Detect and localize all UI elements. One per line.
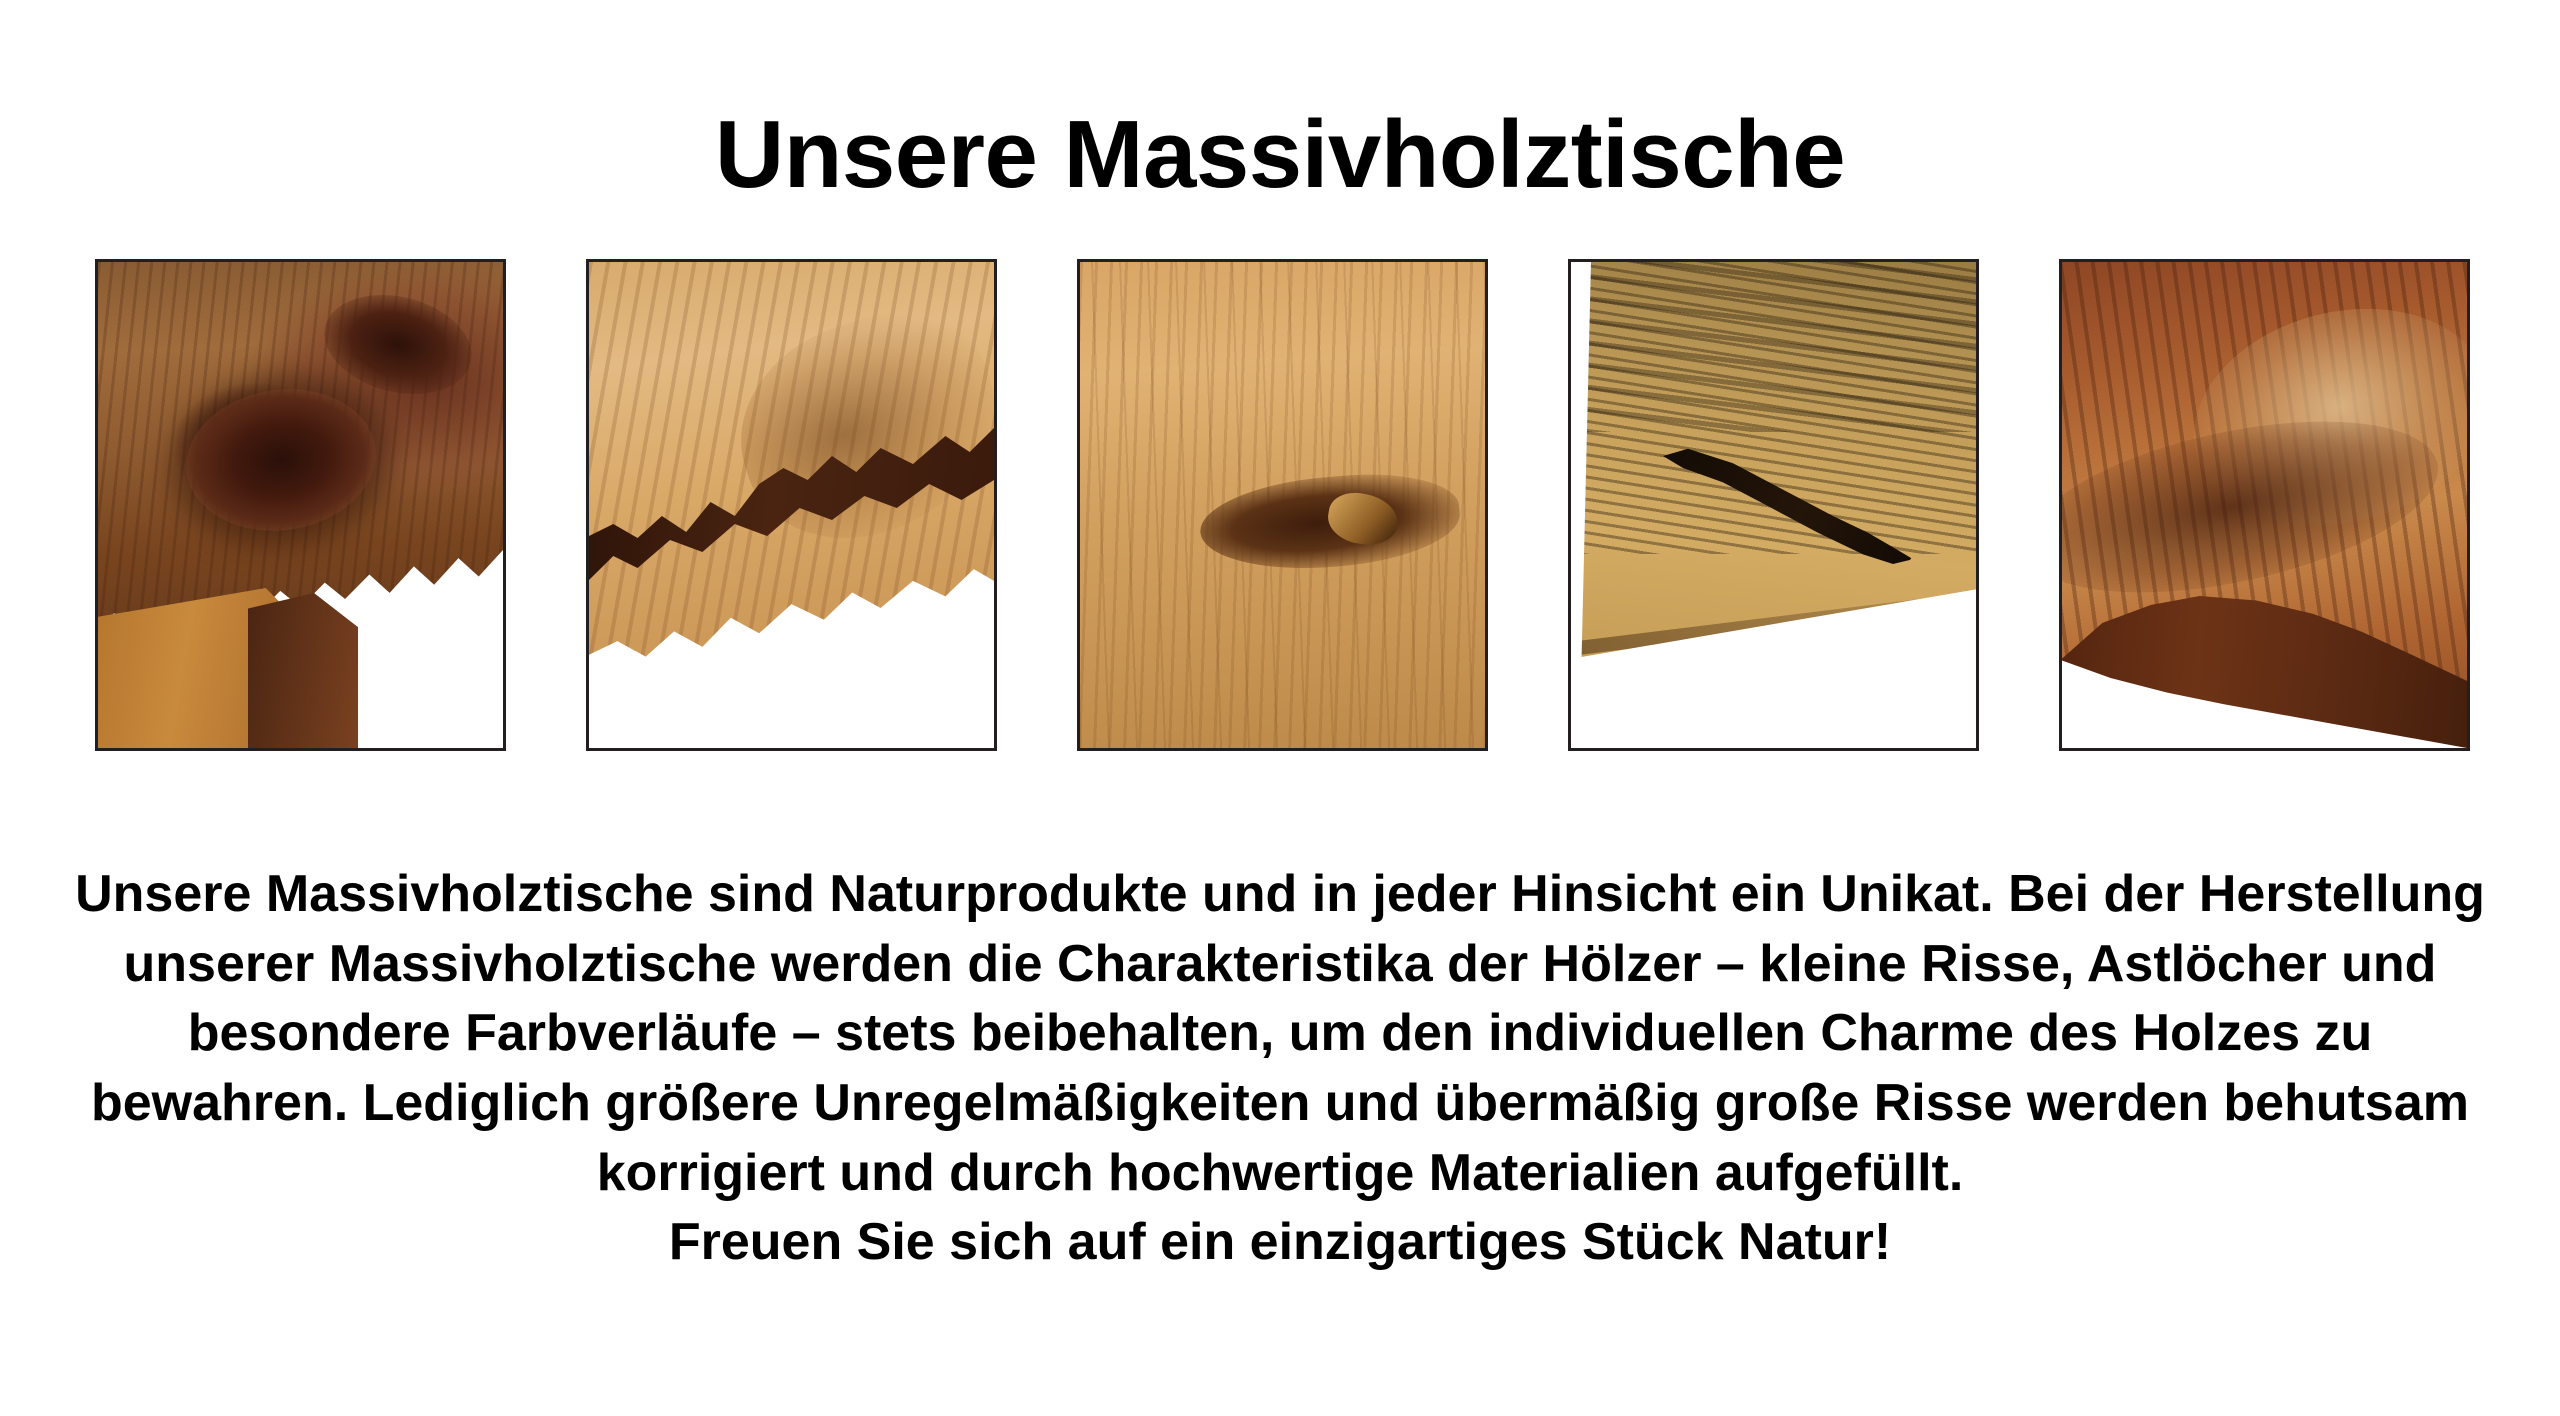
gallery-image-wood-slab-dark-rosewood-edge (95, 259, 506, 751)
wood-texture-4 (1571, 262, 1976, 748)
wood-texture-2 (589, 262, 994, 748)
saw-marks-secondary (1571, 262, 1976, 432)
page-title: Unsere Massivholztische (714, 101, 1846, 209)
table-leg-shadow (248, 593, 358, 748)
body-paragraph-main: Unsere Massivholztische sind Naturprodukte und in jeder Hinsicht ein Unikat. Bei der Herstellung unserer Massivholztische werden die Charakteristika der Hölzer – kleine Risse, Astlöcher und besondere Farbverläufe – stets beibehalten, um den individuellen Charme des Holzes zu bewahren. Lediglich größere Unregelmäßigkeiten und übermäßig große Risse werden behutsam korrigiert und durch hochwertige Materialien aufgefüllt. (75, 865, 2485, 1202)
image-gallery (55, 243, 2510, 743)
gallery-image-wood-slab-sheesham-corner (2059, 259, 2470, 751)
background-cutout (1571, 583, 1976, 748)
wood-texture-1 (98, 262, 503, 748)
body-copy (60, 860, 2500, 1278)
body-paragraph-closing: Freuen Sie sich auf ein einzigartiges Stück Natur! (668, 1213, 1892, 1272)
wood-texture-5 (2062, 262, 2467, 748)
gallery-image-wood-board-rough-sawn-crack (1568, 259, 1979, 751)
gallery-image-wood-grain-acacia-knot (1077, 259, 1488, 751)
wood-texture-3 (1080, 262, 1485, 748)
gallery-image-wood-slab-light-acacia-live-edge (586, 259, 997, 751)
